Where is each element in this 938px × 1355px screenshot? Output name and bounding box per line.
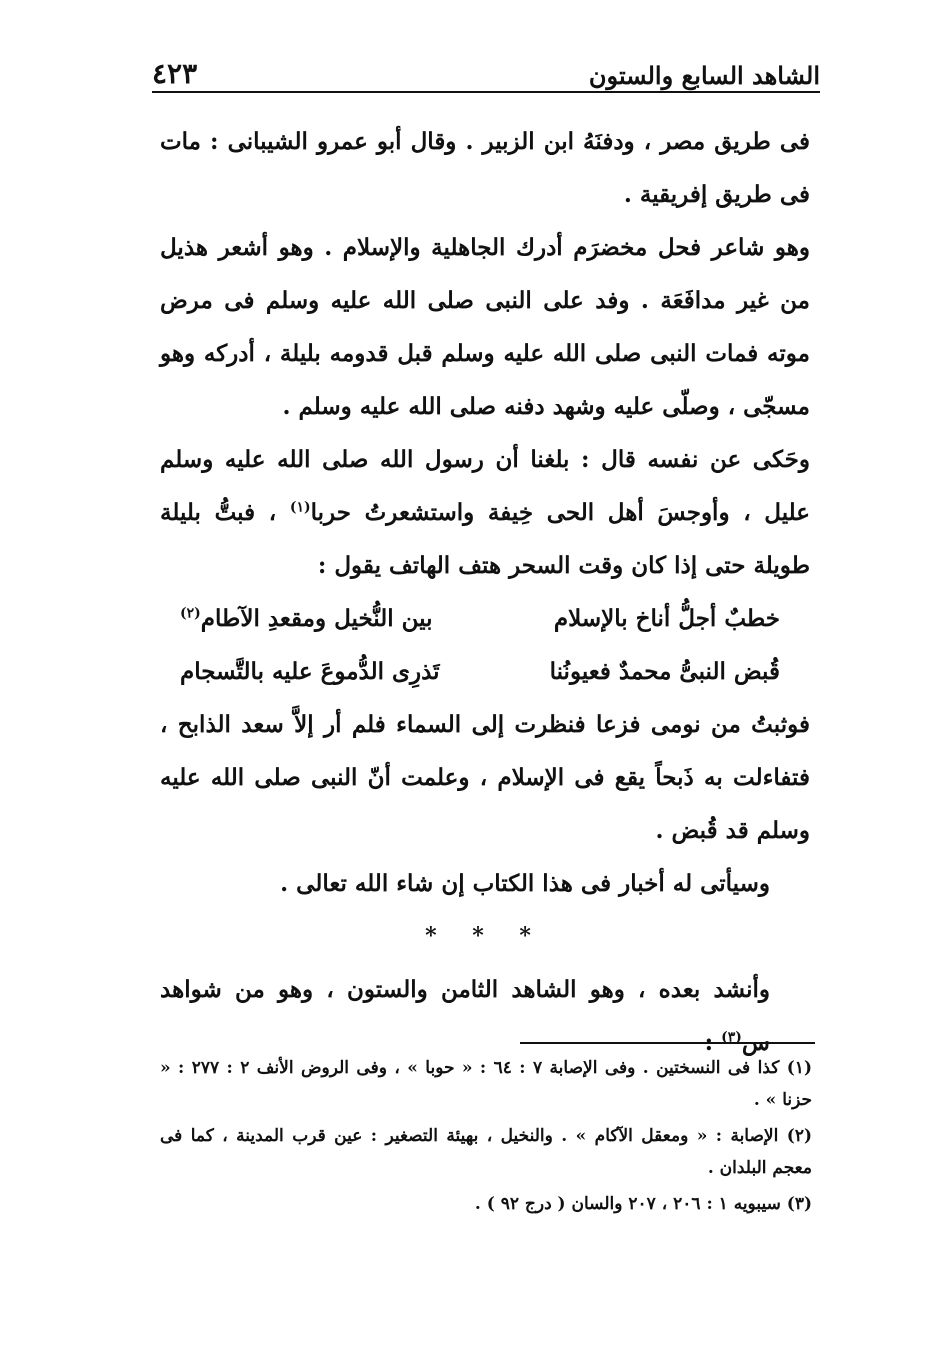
verse-2-second-hemistich: تَذرِى الدُّموعَ عليه بالتَّسجام [180,658,440,685]
poem [160,592,810,698]
paragraph-3-text: وحَكى عن نفسه قال : بلغنا أن رسول الله صلى الله عليه وسلم عليل ، وأوجسَ أهل الحى خِيفة واستشعرتُ حربا [160,446,810,526]
verse-1-first-hemistich: خطبٌ أجلُّ أناخ بالإسلام [553,605,780,632]
paragraph-6-text: وأنشد بعده ، وهو الشاهد الثامن والستون ، وهو من شواهد س [160,976,770,1056]
verse-2 [160,645,810,698]
paragraph-3 [160,433,810,592]
page-number: ٤٢٣ [152,57,198,90]
footnote-ref-3: (٣) [721,1029,742,1046]
paragraph-2: وهو شاعر فحل مخضرَم أدرك الجاهلية والإسلام . وهو أشعر هذيل من غير مدافَعَة . وفد على النبى صلى الله عليه وسلم فى مرض موته فمات النبى صلى الله عليه وسلم قبل قدومه بليلة ، أدركه وهو مسجّى ، وصلّى عليه وشهد دفنه صلى الله عليه وسلم . [160,234,810,420]
footnote-ref-2: (٢) [180,605,201,622]
paragraph-6-end: : [704,1029,722,1056]
paragraph-3-continued: ، فبتُّ بليلة طويلة حتى إذا كان وقت السحر هتف الهاتف يقول : [160,499,810,579]
verse-1 [160,592,810,645]
paragraph-4: فوثبتُ من نومى فزعا فنظرت إلى السماء فلم أر إلاَّ سعد الذابح ، فتفاءلت به ذَبحاً يقع فى الإسلام ، وعلمت أنّ النبى صلى الله عليه وسلم قد قُبض . [160,711,810,844]
footnote-2: (٢) الإصابة : « ومعقل الآكام » . والنخيل ، بهيئة التصغير : عين قرب المدينة ، كما فى معجم البلدان . [160,1126,812,1178]
footnote-rule [520,1042,815,1044]
paragraph-5: وسيأتى له أخبار فى هذا الكتاب إن شاء الله تعالى . [280,870,770,897]
main-text [160,115,810,1069]
running-header [152,50,820,90]
verse-2-first-hemistich: قُبض النبىُّ محمدٌ فعيونُنا [549,658,780,685]
verse-1-second-hemistich: بين النُّخيل ومقعدِ الآطام$^{(٢)}$ [180,605,433,632]
paragraph-1: فى طريق مصر ، ودفنَهُ ابن الزبير . وقال أبو عمرو الشيبانى : مات فى طريق إفريقية . [160,128,810,208]
footnote-1: (١) كذا فى النسختين . وفى الإصابة ٧ : ٦٤ : « حوبا » ، وفى الروض الأنف ٢ : ٢٧٧ : « حزنا » . [160,1058,812,1110]
section-divider: * * * [425,923,545,949]
header-rule [152,91,820,93]
footnotes [160,1052,812,1224]
footnote-3: (٣) سيبويه ١ : ٢٠٦ ، ٢٠٧ والسان ( درج ٩٢ ) . [474,1194,812,1214]
chapter-title: الشاهد السابع والستون [588,61,820,90]
footnote-ref-1: (١) [289,499,311,516]
